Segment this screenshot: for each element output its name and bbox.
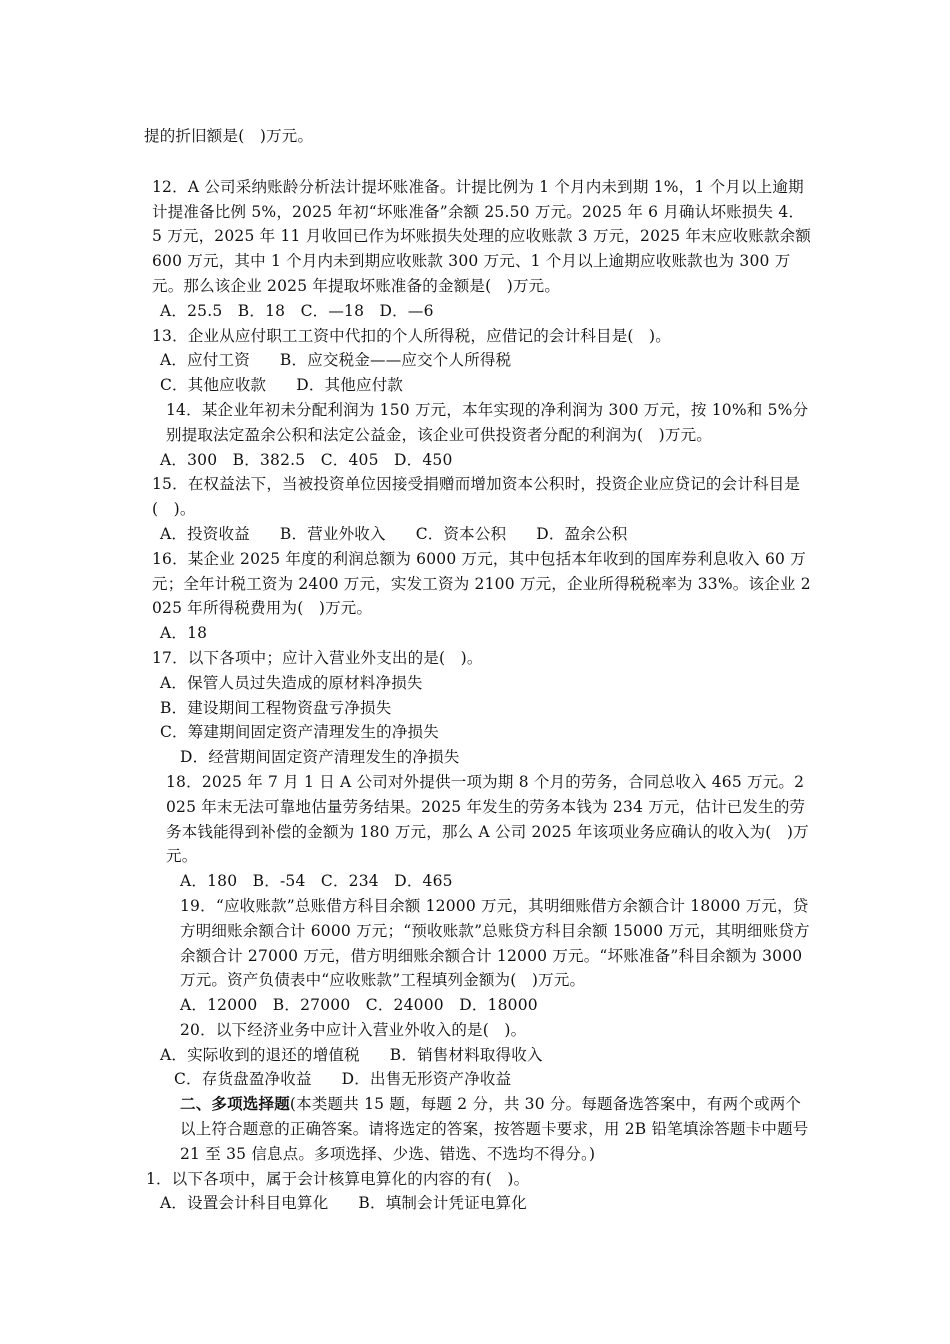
option-c: C．资本公积 <box>415 524 507 543</box>
exam-text <box>144 124 812 1216</box>
question-20: 20．以下经济业务中应计入营业外收入的是( )。 <box>180 1020 527 1039</box>
option-a: A．投资收益 <box>160 524 250 543</box>
question-17-option-d: D．经营期间固定资产清理发生的净损失 <box>180 748 460 767</box>
section-2-instructions: (本类题共 15 题，每题 2 分，共 30 分。每题备选答案中，有两个或两个以上符合题意的正确答案。请将选定的答案，按答题卡要求，用 2B 铅笔填涂答题卡中题号 21 至 35 信息点。多项选择、少选、错选、不选均不得分。) <box>180 1095 809 1163</box>
question-14: 14．某企业年初未分配利润为 150 万元，本年实现的净利润为 300 万元，按 10%和 5%分别提取法定盈余公积和法定公益金，该企业可供投资者分配的利润为( )万元。 <box>166 400 809 444</box>
option-b: B．营业外收入 <box>279 524 386 543</box>
blank-line <box>144 149 812 175</box>
option-b: B．应交税金——应交个人所得税 <box>279 351 512 370</box>
question-19-options: A．12000 B．27000 C．24000 D．18000 <box>180 996 538 1015</box>
question-17-option-b: B．建设期间工程物资盘亏净损失 <box>160 698 392 717</box>
option-a: A．应付工资 <box>160 351 250 370</box>
option-d: D．盈余公积 <box>536 524 628 543</box>
question-12-options: A．25.5 B．18 C．—18 D．—6 <box>160 301 434 320</box>
section-2-intro <box>144 1092 812 1166</box>
section-2-title: 二、多项选择题 <box>180 1094 290 1114</box>
question-16-option-a: A．18 <box>160 624 208 643</box>
text-line: 提的折旧额是( )万元。 <box>144 127 314 145</box>
question-13-options-row1 <box>144 348 812 373</box>
option-b: B．销售材料取得收入 <box>389 1045 543 1064</box>
option-b: B．填制会计凭证电算化 <box>358 1194 527 1213</box>
option-c: C．存货盘盈净收益 <box>174 1070 312 1089</box>
option-d: D．其他应付款 <box>296 376 404 395</box>
question-18-options: A．180 B．-54 C．234 D．465 <box>180 872 453 891</box>
question-17-option-c: C．筹建期间固定资产清理发生的净损失 <box>160 723 439 742</box>
question-20-options-row1 <box>144 1043 812 1068</box>
multi-question-1: 1．以下各项中，属于会计核算电算化的内容的有( )。 <box>146 1169 530 1188</box>
question-16: 16．某企业 2025 年度的利润总额为 6000 万元，其中包括本年收到的国库券利息收入 60 万元；全年计税工资为 2400 万元，实发工资为 2100 万元，企业所得税税率为 33%。该企业 2025 年所得税费用为( )万元。 <box>152 549 811 618</box>
question-15: 15．在权益法下，当被投资单位因接受捐赠而增加资本公积时，投资企业应贷记的会计科目是( )。 <box>152 475 801 519</box>
question-18: 18．2025 年 7 月 1 日 A 公司对外提供一项为期 8 个月的劳务，合同总收入 465 万元。2025 年末无法可靠地估量劳务结果。2025 年发生的劳务本钱为 234 万元，估计已发生的劳务本钱能得到补偿的金额为 180 万元，那么 A 公司 2025 年该项业务应确认的收入为( )万元。 <box>166 772 809 866</box>
question-17-option-a: A．保管人员过失造成的原材料净损失 <box>160 673 423 692</box>
option-a: A．设置会计科目电算化 <box>160 1194 329 1213</box>
question-12: 12．A 公司采纳账龄分析法计提坏账准备。计提比例为 1 个月内未到期 1%，1 个月以上逾期计提准备比例 5%，2025 年初“坏账准备”余额 25.50 万元。2025 年 6 月确认坏账损失 4．5 万元，2025 年 11 月收回已作为坏账损失处理的应收账款 3 万元，2025 年末应收账款余额 600 万元，其中 1 个月内未到期应收账款 300 万元、1 个月以上逾期应收账款也为 300 万元。那么该企业 2025 年提取坏账准备的金额是( )万元。 <box>152 177 812 295</box>
question-13-options-row2 <box>144 373 812 398</box>
question-13: 13．企业从应付职工工资中代扣的个人所得税，应借记的会计科目是( )。 <box>152 326 672 345</box>
option-c: C．其他应收款 <box>160 376 267 395</box>
question-17: 17．以下各项中；应计入营业外支出的是( )。 <box>152 648 483 667</box>
question-19: 19．“应收账款”总账借方科目余额 12000 万元，其明细账借方余额合计 18000 万元，贷方明细账余额合计 6000 万元；“预收账款”总账贷方科目余额 15000 万元，其明细账贷方余额合计 27000 万元，借方明细账余额合计 12000 万元。“坏账准备”科目余额为 3000 万元。资产负债表中“应收账款”工程填列金额为( )万元。 <box>180 896 810 990</box>
question-14-options: A．300 B．382.5 C．405 D．450 <box>160 450 453 469</box>
option-a: A．实际收到的退还的增值税 <box>160 1045 360 1064</box>
option-d: D．出售无形资产净收益 <box>341 1070 512 1089</box>
question-15-options <box>144 522 812 547</box>
multi-question-1-options <box>144 1191 812 1216</box>
question-20-options-row2 <box>144 1067 812 1092</box>
